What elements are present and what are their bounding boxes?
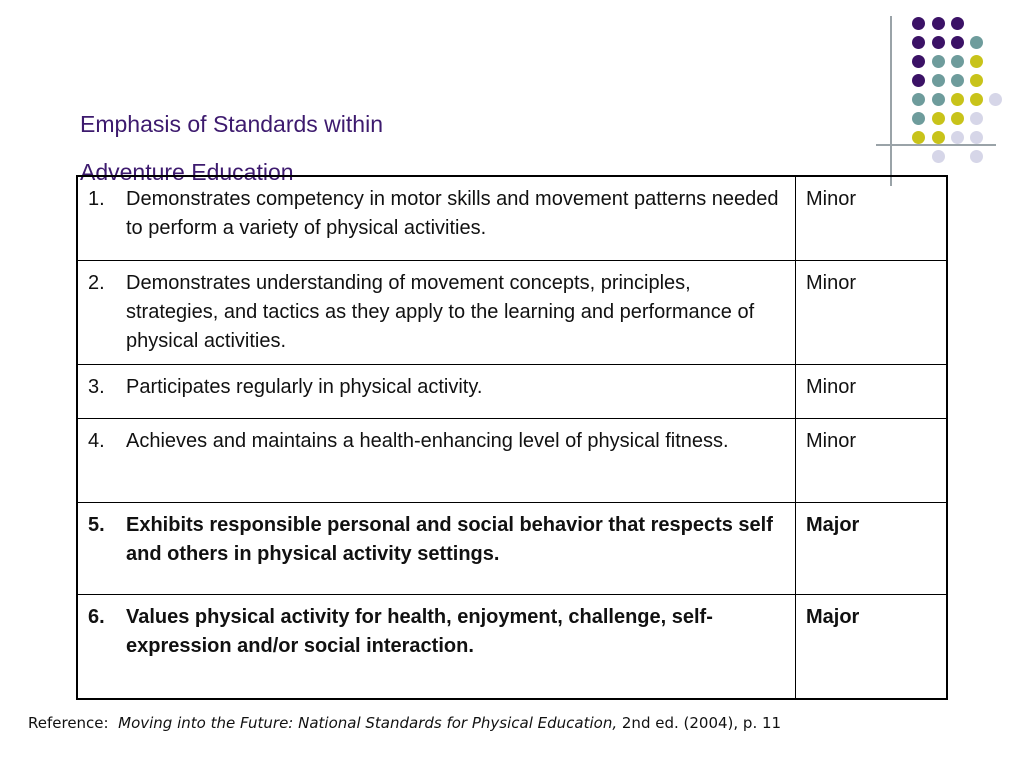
standard-number: 2. [88, 271, 105, 294]
decorative-dot [932, 74, 945, 87]
standard-text: Values physical activity for health, enjoyment, challenge, self-expression and/or social interaction. [126, 605, 713, 657]
table-row [77, 176, 947, 260]
standard-description-cell [77, 260, 796, 364]
standard-text: Demonstrates understanding of movement concepts, principles, strategies, and tactics as they apply to the learning and performance of physical activities. [126, 271, 755, 352]
standard-number: 6. [88, 605, 105, 628]
title-line-1: Emphasis of Standards within [80, 111, 383, 137]
decorative-dot [932, 17, 945, 30]
decorative-dot [970, 55, 983, 68]
decorative-dot [951, 36, 964, 49]
standard-text: Participates regularly in physical activity. [126, 375, 483, 398]
emphasis-cell: Minor [796, 260, 948, 364]
emphasis-cell: Minor [796, 176, 948, 260]
decorative-dot [932, 36, 945, 49]
reference-label: Reference: [28, 714, 109, 732]
standard-number: 5. [88, 513, 105, 536]
standard-description-cell [77, 418, 796, 502]
table-row [77, 364, 947, 418]
decorative-dot [912, 93, 925, 106]
decorative-dot [912, 55, 925, 68]
emphasis-cell: Minor [796, 364, 948, 418]
standard-text: Exhibits responsible personal and social behavior that respects self and others in physical activity settings. [126, 513, 773, 565]
decorative-dot [951, 74, 964, 87]
decorative-dot [932, 150, 945, 163]
vertical-divider-line [890, 16, 892, 186]
decorative-dot [951, 131, 964, 144]
emphasis-cell: Major [796, 502, 948, 594]
standard-number: 3. [88, 375, 105, 398]
decorative-dot [970, 74, 983, 87]
table-row [77, 502, 947, 594]
reference-title: Moving into the Future: National Standards for Physical Education, [118, 714, 618, 732]
standard-number: 4. [88, 429, 105, 452]
decorative-dot [932, 93, 945, 106]
decorative-dot [951, 55, 964, 68]
table-row [77, 260, 947, 364]
standard-text: Demonstrates competency in motor skills and movement patterns needed to perform a variety of physical activities. [126, 188, 779, 239]
title-line-2: Adventure Education [80, 159, 294, 185]
emphasis-cell: Minor [796, 418, 948, 502]
decorative-dot [970, 131, 983, 144]
decorative-dot [932, 55, 945, 68]
decorative-dot [932, 112, 945, 125]
decorative-dot [951, 93, 964, 106]
decorative-dot [970, 150, 983, 163]
standard-description-cell [77, 364, 796, 418]
decorative-dot [912, 131, 925, 144]
decorative-dot [932, 131, 945, 144]
decorative-dot [951, 112, 964, 125]
decorative-dot [970, 93, 983, 106]
standard-description-cell [77, 502, 796, 594]
standards-table [76, 175, 948, 700]
reference-citation [28, 714, 1008, 732]
decorative-dot [970, 112, 983, 125]
decorative-dot [951, 17, 964, 30]
table-row [77, 594, 947, 699]
decorative-dot [912, 74, 925, 87]
standard-text: Achieves and maintains a health-enhancing level of physical fitness. [126, 429, 729, 452]
reference-edition: 2nd ed. (2004), p. 11 [621, 714, 782, 732]
emphasis-cell: Major [796, 594, 948, 699]
decorative-dot [970, 36, 983, 49]
decorative-dot [912, 36, 925, 49]
decorative-dot [912, 17, 925, 30]
standard-description-cell [77, 176, 796, 260]
decorative-dot [989, 93, 1002, 106]
table-row [77, 418, 947, 502]
standard-description-cell [77, 594, 796, 699]
horizontal-divider-line [876, 144, 996, 146]
decorative-dot [912, 112, 925, 125]
standard-number: 1. [88, 188, 105, 210]
